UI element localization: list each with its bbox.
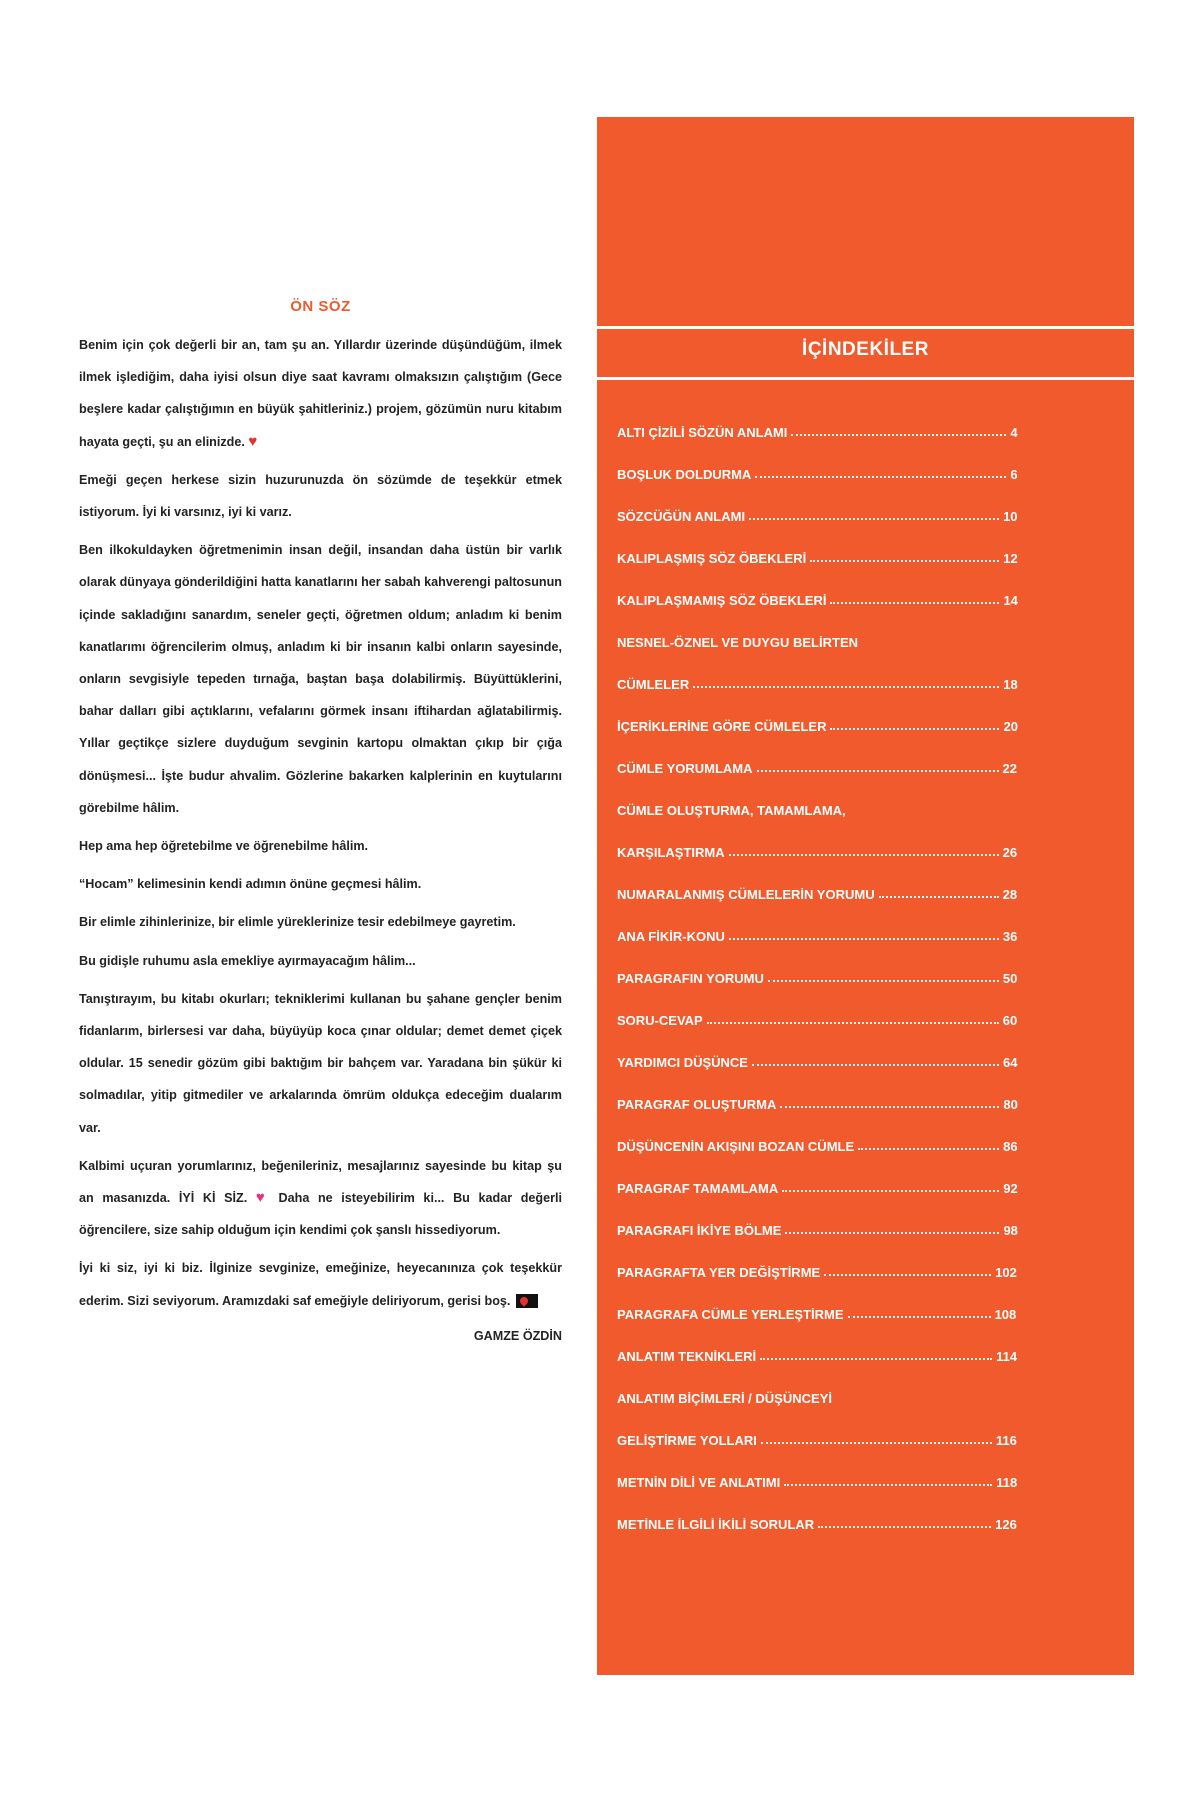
toc-item bbox=[617, 1196, 1117, 1238]
toc-item-label: KARŞILAŞTIRMA bbox=[617, 845, 725, 860]
toc-leader-dots bbox=[755, 476, 1006, 478]
toc-item-page: 20 bbox=[1003, 719, 1018, 734]
toc-item bbox=[617, 1028, 1117, 1070]
toc-item-page: 18 bbox=[1003, 677, 1018, 692]
toc-item-label: ANA FİKİR-KONU bbox=[617, 929, 725, 944]
toc-item-page: 92 bbox=[1003, 1181, 1018, 1196]
toc-item-label: YARDIMCI DÜŞÜNCE bbox=[617, 1055, 748, 1070]
toc-item-page: 60 bbox=[1002, 1013, 1018, 1028]
toc-item bbox=[617, 1154, 1117, 1196]
toc-item-page: 28 bbox=[1002, 887, 1018, 902]
toc-item bbox=[617, 482, 1117, 524]
author-signature: GAMZE ÖZDİN bbox=[473, 1328, 562, 1343]
toc-item-label: GELİŞTİRME YOLLARI bbox=[617, 1433, 757, 1448]
toc-item bbox=[617, 860, 1117, 902]
divider bbox=[597, 326, 1134, 329]
toc-item bbox=[617, 944, 1117, 986]
toc-item-label: CÜMLE OLUŞTURMA, TAMAMLAMA, bbox=[617, 803, 846, 818]
toc-leader-dots bbox=[830, 728, 999, 730]
foreword-paragraph: Bu gidişle ruhumu asla emekliye ayırmayacağım hâlim... bbox=[79, 953, 416, 968]
toc-leader-dots bbox=[848, 1316, 991, 1318]
toc-item bbox=[617, 734, 1117, 776]
divider bbox=[597, 377, 1134, 380]
toc-item bbox=[617, 1406, 1117, 1448]
toc-leader-dots bbox=[768, 980, 999, 982]
toc-item bbox=[617, 902, 1117, 944]
toc-item bbox=[617, 1322, 1117, 1364]
toc-item-label: PARAGRAF TAMAMLAMA bbox=[617, 1181, 779, 1196]
toc-item bbox=[617, 566, 1117, 608]
toc-item-page: 64 bbox=[1002, 1055, 1018, 1070]
foreword-paragraph: Ben ilkokuldayken öğretmenimin insan değil, insandan daha üstün bir varlık olarak dünyaya gönderildiğini hatta kanatlarını her sabah kahverengi paltosunun içinde sakladığını sanardım, seneler geçti, öğretmen oldum; anladım ki benim kanatlarımı öğrencilerim olmuş, anladım ki bir insanın kalbi onların sayesinde, onların sevgisiyle tepeden tırnağa, baştan başa dolabilirmiş. Büyüttüklerini, bahar dalları gibi açtıklarını, vefalarını görmek insanı iftihardan ağlatabilirmiş. Yıllar geçtikçe sizlere duyduğum sevginin kartopu olmaktan çıkıp bir çığa dönüşmesi... İşte budur ahvalim. Gözlerine bakarken kalplerinin en kuytularını görebilme hâlim. bbox=[79, 543, 562, 815]
toc-item-label: CÜMLE YORUMLAMA bbox=[617, 761, 753, 776]
toc-leader-dots bbox=[749, 518, 999, 520]
toc-item-label: ANLATIM TEKNİKLERİ bbox=[617, 1349, 757, 1364]
foreword-paragraph: Hep ama hep öğretebilme ve öğrenebilme hâlim. bbox=[79, 839, 369, 854]
foreword-paragraph bbox=[79, 1252, 562, 1316]
toc-leader-dots bbox=[707, 1022, 999, 1024]
toc-item-label: METNİN DİLİ VE ANLATIMI bbox=[617, 1475, 781, 1490]
toc-leader-dots bbox=[729, 854, 999, 856]
toc-leader-dots bbox=[818, 1526, 991, 1528]
foreword-paragraph: Tanıştırayım, bu kitabı okurları; tekniklerimi kullanan bu şahane gençler benim fidanlarım, birlersesi var daha, büyüyüp koca çınar oldular; demet demet çiçek oldular. 15 senedir gözüm gibi baktığım bir bahçem var. Yaradana bin şükür ki solmadılar, yitip gitmediler ve arkalarında ömrüm oldukça edeceğim dualarım var. bbox=[79, 991, 562, 1135]
toc-item bbox=[617, 608, 1117, 650]
toc-item-page: 36 bbox=[1002, 929, 1018, 944]
toc-item-label: METİNLE İLGİLİ İKİLİ SORULAR bbox=[617, 1517, 815, 1532]
pink-heart-icon: ♥ bbox=[255, 1189, 270, 1207]
heart-emoji-icon bbox=[516, 1294, 538, 1308]
toc-item-page: 126 bbox=[995, 1517, 1017, 1532]
toc-leader-dots bbox=[780, 1106, 999, 1108]
toc-list bbox=[617, 398, 1117, 1532]
toc-item-label: SÖZCÜĞÜN ANLAMI bbox=[617, 509, 746, 524]
toc-item bbox=[617, 986, 1117, 1028]
foreword-section bbox=[79, 298, 562, 1343]
toc-item-page: 114 bbox=[996, 1349, 1018, 1364]
foreword-paragraph: Bir elimle zihinlerinize, bir elimle yüreklerinize tesir edebilmeye gayretim. bbox=[79, 915, 516, 930]
toc-leader-dots bbox=[761, 1442, 992, 1444]
toc-item-page: 4 bbox=[1010, 425, 1018, 440]
toc-leader-dots bbox=[729, 938, 999, 940]
toc-title: İÇİNDEKİLER bbox=[802, 339, 929, 360]
foreword-text: Benim için çok değerli bir an, tam şu an. Yıllardır üzerinde düşündüğüm, ilmek ilmek işlediğim, daha iyisi olsun diye saat kavramı olmaksızın çalıştığım (Gece beşlere kadar çalıştığımın en büyük şahitleriniz.) projem, gözümün nuru kitabım hayata geçti, şu an elinizde. bbox=[79, 338, 562, 449]
foreword-paragraph: Emeği geçen herkese sizin huzurunuzda ön sözümde de teşekkür etmek istiyorum. İyi ki varsınız, iyi ki varız. bbox=[79, 472, 562, 520]
toc-item bbox=[617, 524, 1117, 566]
toc-item-label: PARAGRAFA CÜMLE YERLEŞTİRME bbox=[617, 1307, 844, 1322]
toc-item bbox=[617, 1448, 1117, 1490]
foreword-text: İyi ki siz, iyi ki biz. İlginize sevginize, emeğinize, heyecanınıza çok teşekkür ederim. Sizi seviyorum. Aramızdaki saf emeğiyle deliriyorum, gerisi boş. bbox=[79, 1261, 562, 1308]
toc-item bbox=[617, 776, 1117, 818]
toc-leader-dots bbox=[791, 434, 1006, 436]
table-of-contents bbox=[597, 117, 1134, 1675]
toc-item bbox=[617, 1280, 1117, 1322]
toc-item-label: NUMARALANMIŞ CÜMLELERİN YORUMU bbox=[617, 887, 875, 902]
toc-item bbox=[617, 440, 1117, 482]
toc-item-page: 118 bbox=[996, 1475, 1018, 1490]
toc-item bbox=[617, 1112, 1117, 1154]
foreword-paragraph bbox=[79, 1150, 562, 1247]
toc-leader-dots bbox=[752, 1064, 999, 1066]
toc-item-label: DÜŞÜNCENİN AKIŞINI BOZAN CÜMLE bbox=[617, 1139, 855, 1154]
toc-item-label: NESNEL-ÖZNEL VE DUYGU BELİRTEN bbox=[617, 635, 859, 650]
toc-item-label: KALIPLAŞMAMIŞ SÖZ ÖBEKLERİ bbox=[617, 593, 827, 608]
toc-item-page: 22 bbox=[1002, 761, 1017, 776]
toc-item-label: ANLATIM BİÇİMLERİ / DÜŞÜNCEYİ bbox=[617, 1391, 832, 1406]
toc-item-page: 116 bbox=[995, 1433, 1017, 1448]
toc-item-page: 10 bbox=[1003, 509, 1018, 524]
toc-item-label: BOŞLUK DOLDURMA bbox=[617, 467, 752, 482]
foreword-paragraph: “Hocam” kelimesinin kendi adımın önüne geçmesi hâlim. bbox=[79, 877, 422, 892]
toc-item bbox=[617, 1238, 1117, 1280]
toc-leader-dots bbox=[782, 1190, 999, 1192]
toc-item bbox=[617, 692, 1117, 734]
toc-leader-dots bbox=[810, 560, 999, 562]
foreword-text: Kalbimi uçuran yorumlarınız, beğenileriniz, mesajlarınız sayesinde bu kitap şu an masanızda. İYİ Kİ SİZ. bbox=[79, 1158, 562, 1206]
foreword-text: Daha ne isteyebilirim ki... Bu kadar değerli öğrencilere, size sahip olduğum için kendimi çok şanslı hissediyorum. bbox=[79, 1191, 563, 1238]
toc-leader-dots bbox=[760, 1358, 992, 1360]
toc-item bbox=[617, 818, 1117, 860]
toc-item bbox=[617, 1364, 1117, 1406]
toc-leader-dots bbox=[858, 1148, 999, 1150]
toc-item-page: 86 bbox=[1003, 1139, 1018, 1154]
toc-item-page: 14 bbox=[1003, 593, 1018, 608]
toc-item-page: 102 bbox=[995, 1265, 1017, 1280]
toc-item-label: PARAGRAFIN YORUMU bbox=[617, 971, 764, 986]
toc-item-page: 80 bbox=[1003, 1097, 1018, 1112]
toc-item-page: 12 bbox=[1003, 551, 1018, 566]
toc-item-label: PARAGRAF OLUŞTURMA bbox=[617, 1097, 777, 1112]
toc-item bbox=[617, 650, 1117, 692]
toc-item-label: PARAGRAFTA YER DEĞİŞTİRME bbox=[617, 1265, 821, 1280]
toc-item-page: 98 bbox=[1003, 1223, 1018, 1238]
toc-item-page: 6 bbox=[1010, 467, 1018, 482]
toc-item-label: ALTI ÇİZİLİ SÖZÜN ANLAMI bbox=[617, 425, 788, 440]
toc-item bbox=[617, 1070, 1117, 1112]
toc-item-label: PARAGRAFI İKİYE BÖLME bbox=[617, 1223, 782, 1238]
toc-leader-dots bbox=[784, 1484, 992, 1486]
toc-item-label: SORU-CEVAP bbox=[617, 1013, 703, 1028]
toc-item bbox=[617, 398, 1117, 440]
toc-item-page: 50 bbox=[1002, 971, 1018, 986]
foreword-paragraph bbox=[79, 329, 562, 458]
heart-icon: ♥ bbox=[248, 432, 258, 450]
toc-item-page: 26 bbox=[1002, 845, 1018, 860]
foreword-title: ÖN SÖZ bbox=[290, 298, 351, 315]
toc-item-label: İÇERİKLERİNE GÖRE CÜMLELER bbox=[617, 719, 827, 734]
toc-item bbox=[617, 1490, 1117, 1532]
toc-item-label: KALIPLAŞMIŞ SÖZ ÖBEKLERİ bbox=[617, 551, 807, 566]
toc-leader-dots bbox=[757, 770, 999, 772]
toc-leader-dots bbox=[830, 602, 999, 604]
toc-item-page: 108 bbox=[994, 1307, 1017, 1322]
toc-leader-dots bbox=[879, 896, 999, 898]
toc-leader-dots bbox=[824, 1274, 991, 1276]
toc-leader-dots bbox=[785, 1232, 999, 1234]
toc-leader-dots bbox=[693, 686, 999, 688]
toc-item-label: CÜMLELER bbox=[617, 677, 690, 692]
